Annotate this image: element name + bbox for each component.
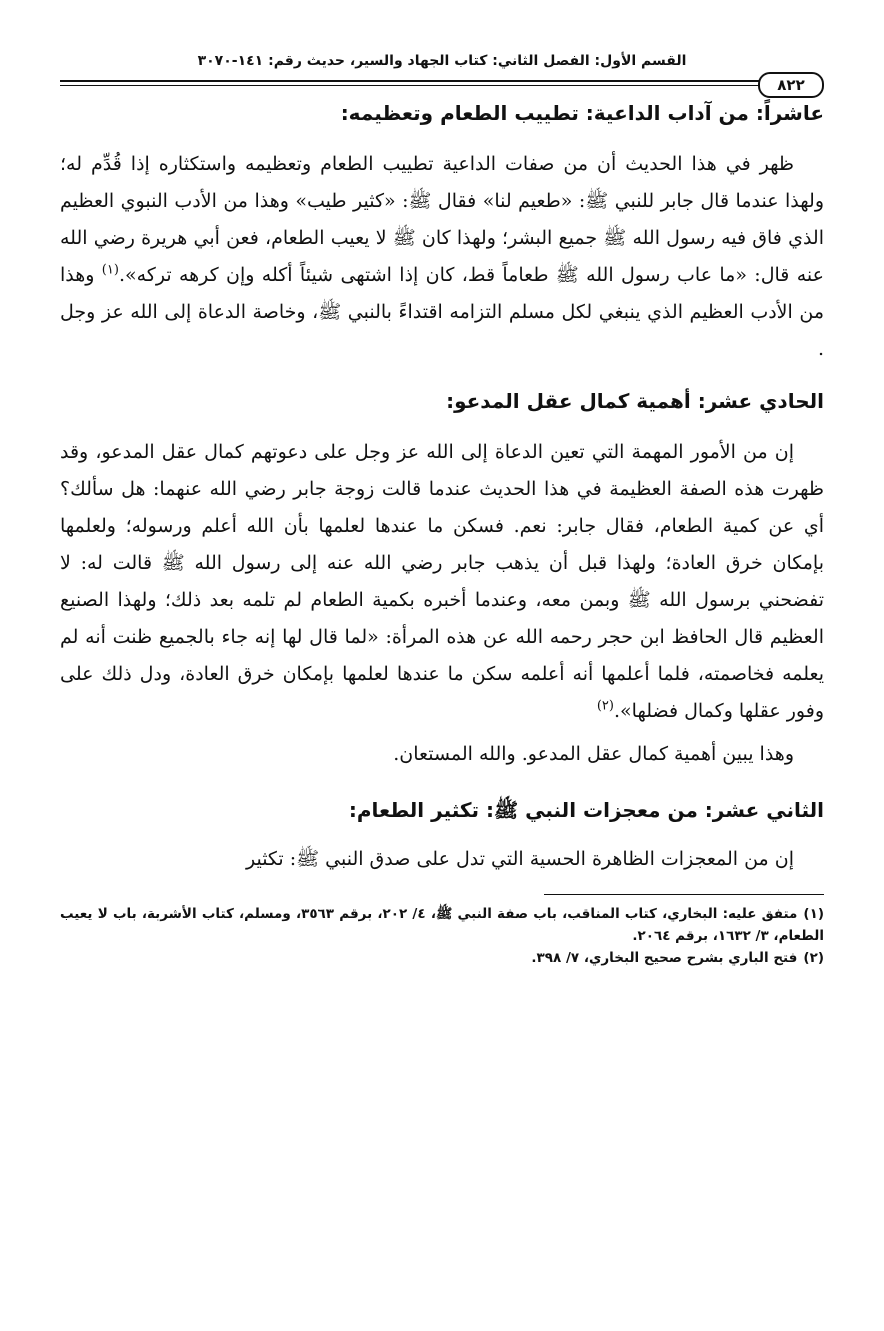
section-10-text: ظهر في هذا الحديث أن من صفات الداعية تطييب الطعام وتعظيمه واستكثاره إذا قُدِّم له؛ ولهذا عندما قال جابر للنبي ﷺ: «طعيم لنا» فقال ﷺ: «كثير طيب» وهذا من الأدب النبوي العظيم الذي فاق فيه رسول الله ﷺ جميع البشر؛ ولهذا كان ﷺ لا يعيب الطعام، فعن أبي هريرة رضي الله عنه قال: «ما عاب رسول الله ﷺ طعاماً قط، كان إذا اشتهى شيئاً أكله وإن كرهه تركه». xyxy=(60,153,824,286)
section-heading-11: الحادي عشر: أهمية كمال عقل المدعو: xyxy=(446,389,824,413)
page-number: ٨٢٢ xyxy=(758,72,824,98)
section-paragraph-11 xyxy=(60,434,824,730)
section-paragraph-10 xyxy=(60,146,824,368)
section-10-text-cont: وهذا من الأدب العظيم الذي ينبغي لكل مسلم التزامه اقتداءً بالنبي ﷺ، وخاصة الدعاة إلى الله عز وجل . xyxy=(60,264,824,360)
footnotes xyxy=(60,903,824,969)
section-heading-10: عاشراً: من آداب الداعية: تطييب الطعام وتعظيمه: xyxy=(340,101,824,125)
section-11-text: إن من الأمور المهمة التي تعين الدعاة إلى الله عز وجل على دعوتهم كمال عقل المدعو، وقد ظهرت هذه الصفة العظيمة في هذا الحديث عندما قالت زوجة جابر رضي الله عنهما: هل سألك؟ أي عن كمية الطعام، فقال جابر: نعم. فسكن ما عندها لعلمها بأن الله أعلم ورسوله؛ ولعلمها بإمكان خرق العادة؛ ولهذا قبل أن يذهب جابر رضي الله عنه إلى رسول الله ﷺ قالت له: لا تفضحني برسول الله ﷺ وبمن معه، وعندما أخبره بكمية الطعام لم تلمه بعد ذلك؛ ولهذا الصنيع العظيم قال الحافظ ابن حجر رحمه الله عن هذه المرأة: «لما قال لها إنه جاء بالجميع ظنت أنه لم يعلمه فخاصمته، فلما أعلمها أنه أعلمه سكن ما عندها لعلمها بإمكان خرق العادة، ودل ذلك على وفور عقلها وكمال فضلها». xyxy=(60,441,825,722)
running-header: القسم الأول: الفصل الثاني: كتاب الجهاد والسير، حديث رقم: ١٤١-٣٠٧٠ xyxy=(197,53,687,69)
footnote-ref-2: (٢) xyxy=(596,698,614,714)
footnote-1 xyxy=(60,903,824,947)
header-rule xyxy=(60,74,824,94)
footnote-2 xyxy=(60,947,824,969)
footnote-ref-1: (١) xyxy=(101,262,119,278)
footnote-1-text: متفق عليه: البخاري، كتاب المناقب، باب صفة النبي ﷺ، ٤/ ٢٠٢، برقم ٣٥٦٣، ومسلم، كتاب الأشربة، باب لا يعيب الطعام، ٣/ ١٦٣٢، برقم ٢٠٦٤. xyxy=(60,906,824,944)
header-rule-thin xyxy=(60,85,760,86)
header-rule-thick xyxy=(60,80,760,82)
section-paragraph-12: إن من المعجزات الظاهرة الحسية التي تدل على صدق النبي ﷺ: تكثير xyxy=(245,848,794,870)
footnote-1-number: (١) xyxy=(803,906,824,922)
book-page xyxy=(60,50,824,969)
footnote-2-text: فتح الباري بشرح صحيح البخاري، ٧/ ٣٩٨. xyxy=(531,950,798,966)
footnote-2-number: (٢) xyxy=(803,950,824,966)
footnote-separator xyxy=(544,894,824,895)
section-11-closing: وهذا يبين أهمية كمال عقل المدعو. والله المستعان. xyxy=(393,743,794,765)
section-heading-12: الثاني عشر: من معجزات النبي ﷺ: تكثير الطعام: xyxy=(348,798,824,822)
